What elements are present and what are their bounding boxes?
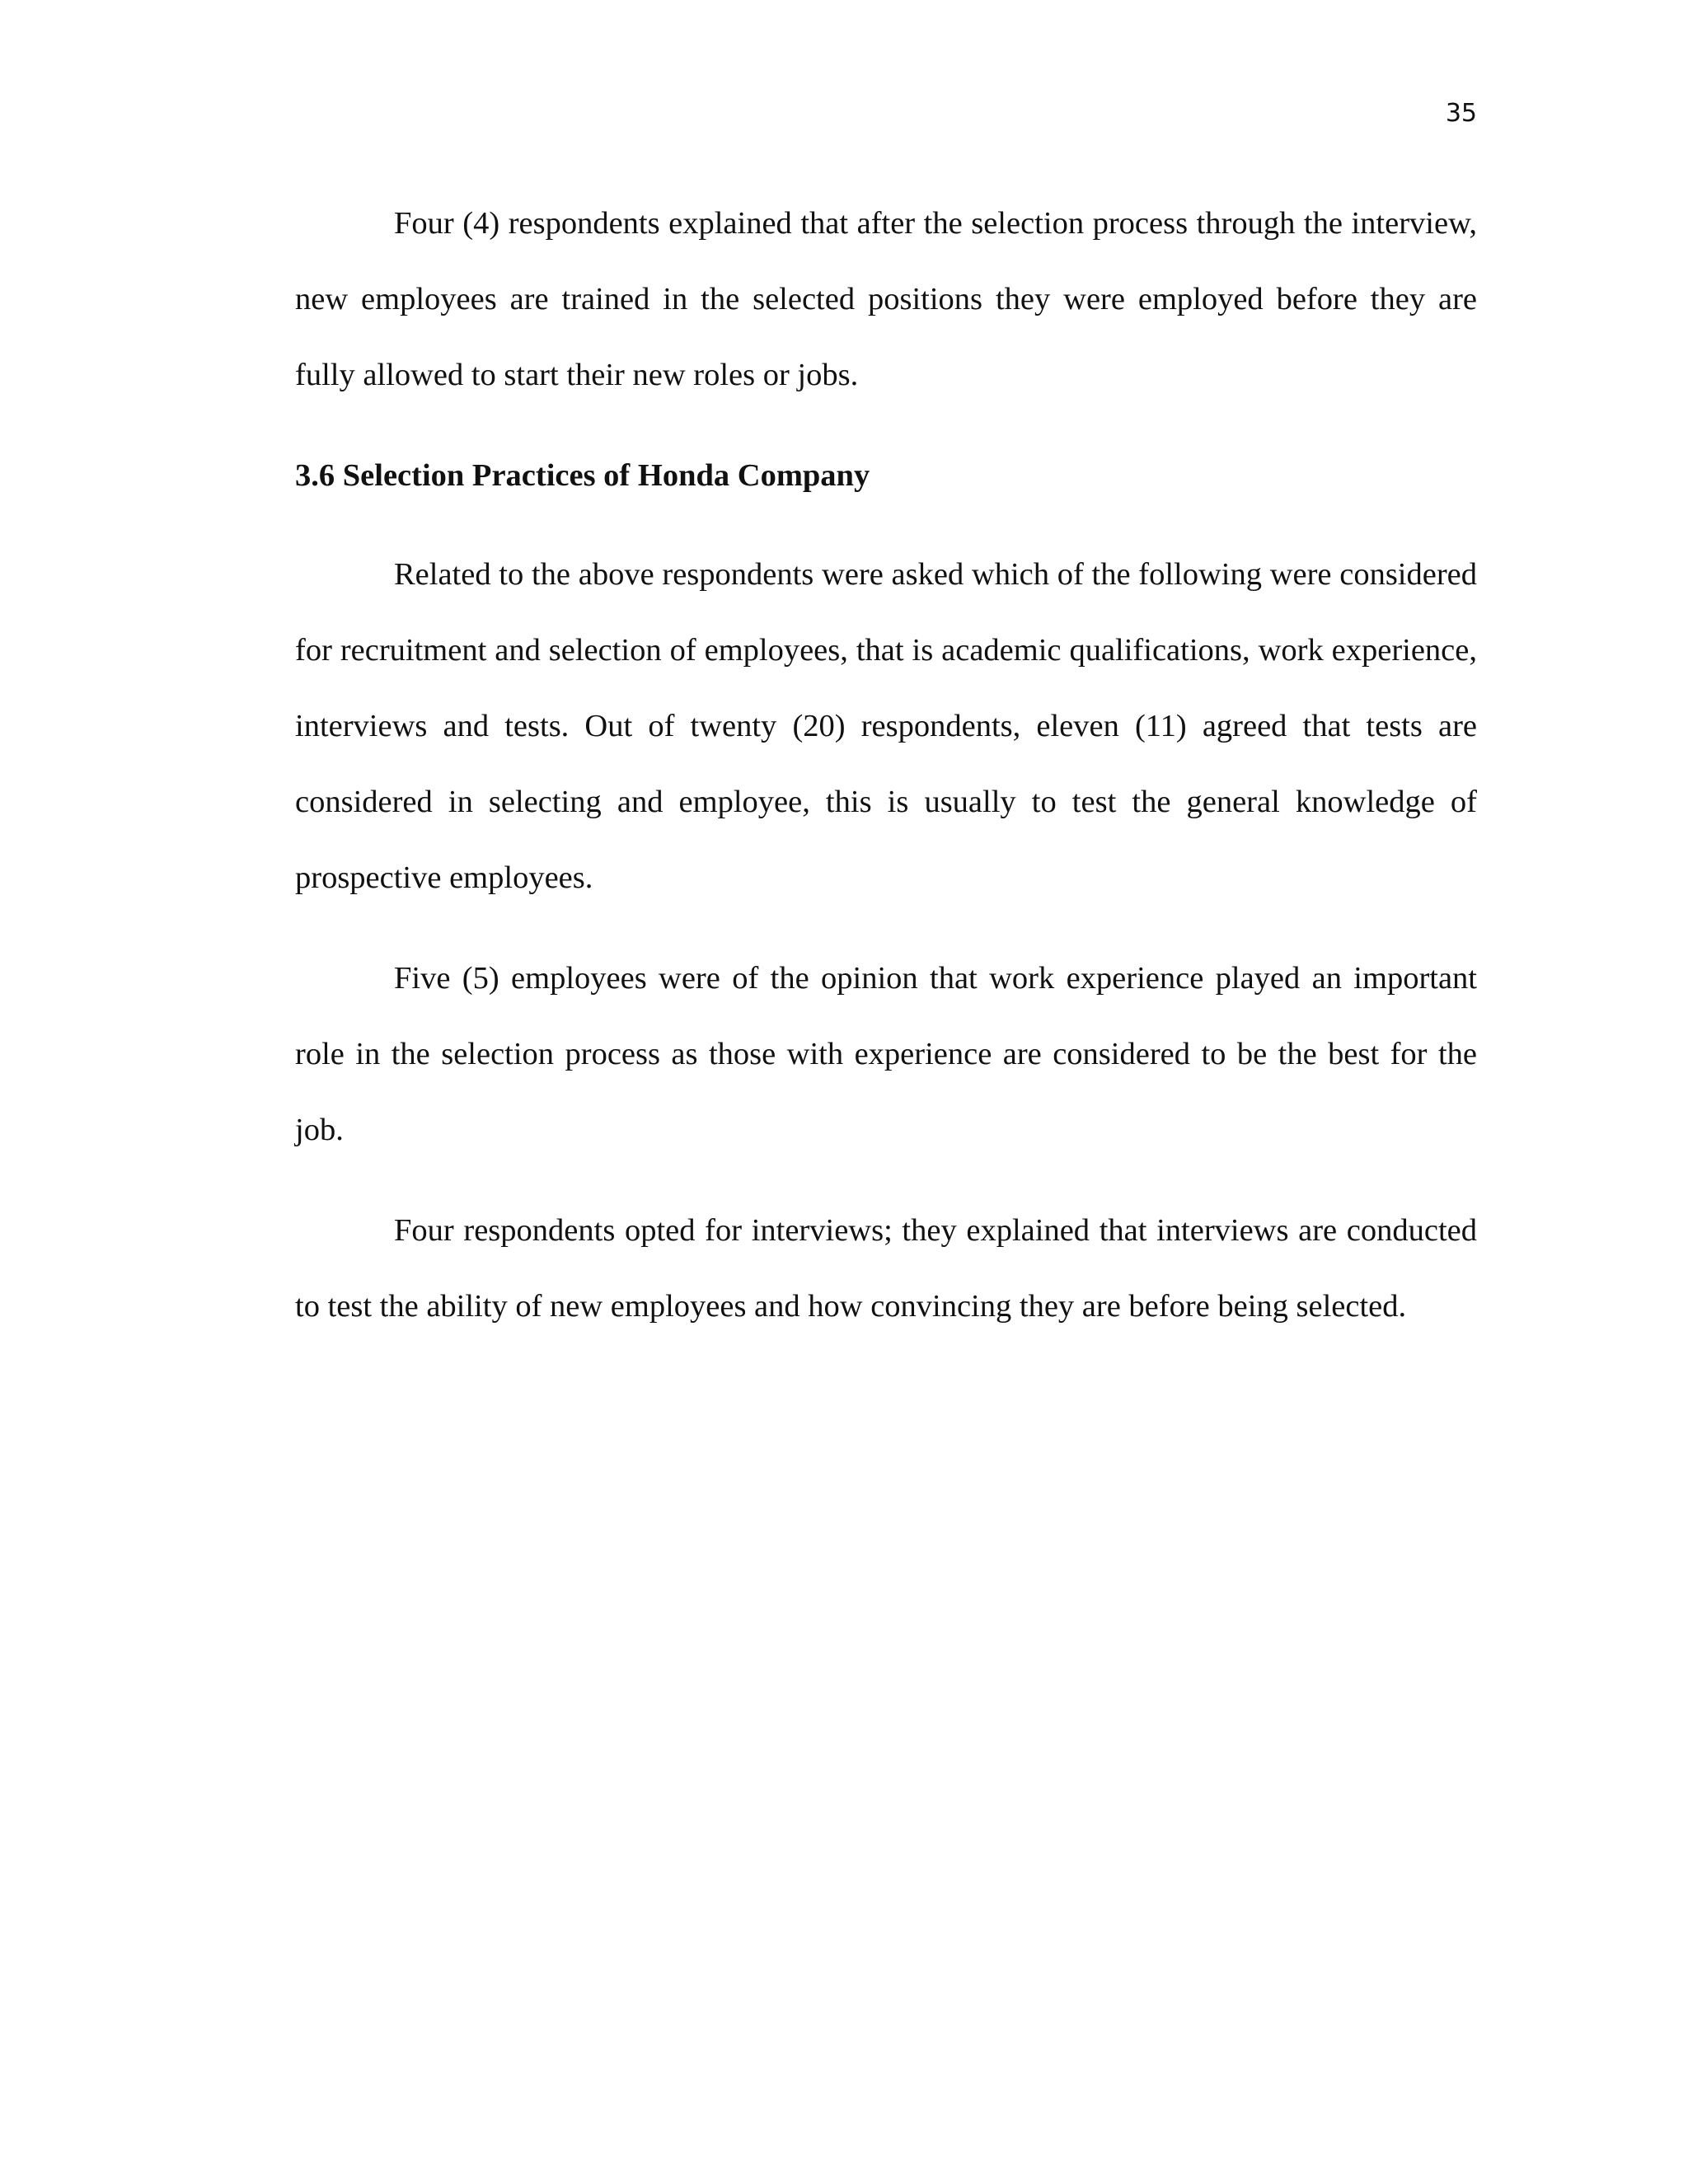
paragraph-selection-criteria: Related to the above respondents were asked which of the following were considered for recruitment and selection of employees, that is academic qualifications, work experience, interviews and tests. Out of twenty (20) respondents, eleven (11) agreed that tests are considered in selecting and employee, this is usually to test the general knowledge of prospective employees.: [295, 557, 1477, 895]
page-number: 35: [1445, 99, 1477, 128]
paragraph-work-experience: Five (5) employees were of the opinion that work experience played an important role in the selection process as those with experience are considered to be the best for the job.: [295, 961, 1477, 1147]
paragraph-training-after-interview: Four (4) respondents explained that after the selection process through the interview, new employees are trained in the selected positions they were employed before they are fully allowed to start their new roles or jobs.: [295, 206, 1477, 392]
document-body: [295, 185, 1477, 1369]
section-heading: 3.6 Selection Practices of Honda Company: [295, 458, 870, 493]
paragraph-interviews: Four respondents opted for interviews; they explained that interviews are conducted to test the ability of new employees and how convincing they are before being selected.: [295, 1213, 1477, 1324]
